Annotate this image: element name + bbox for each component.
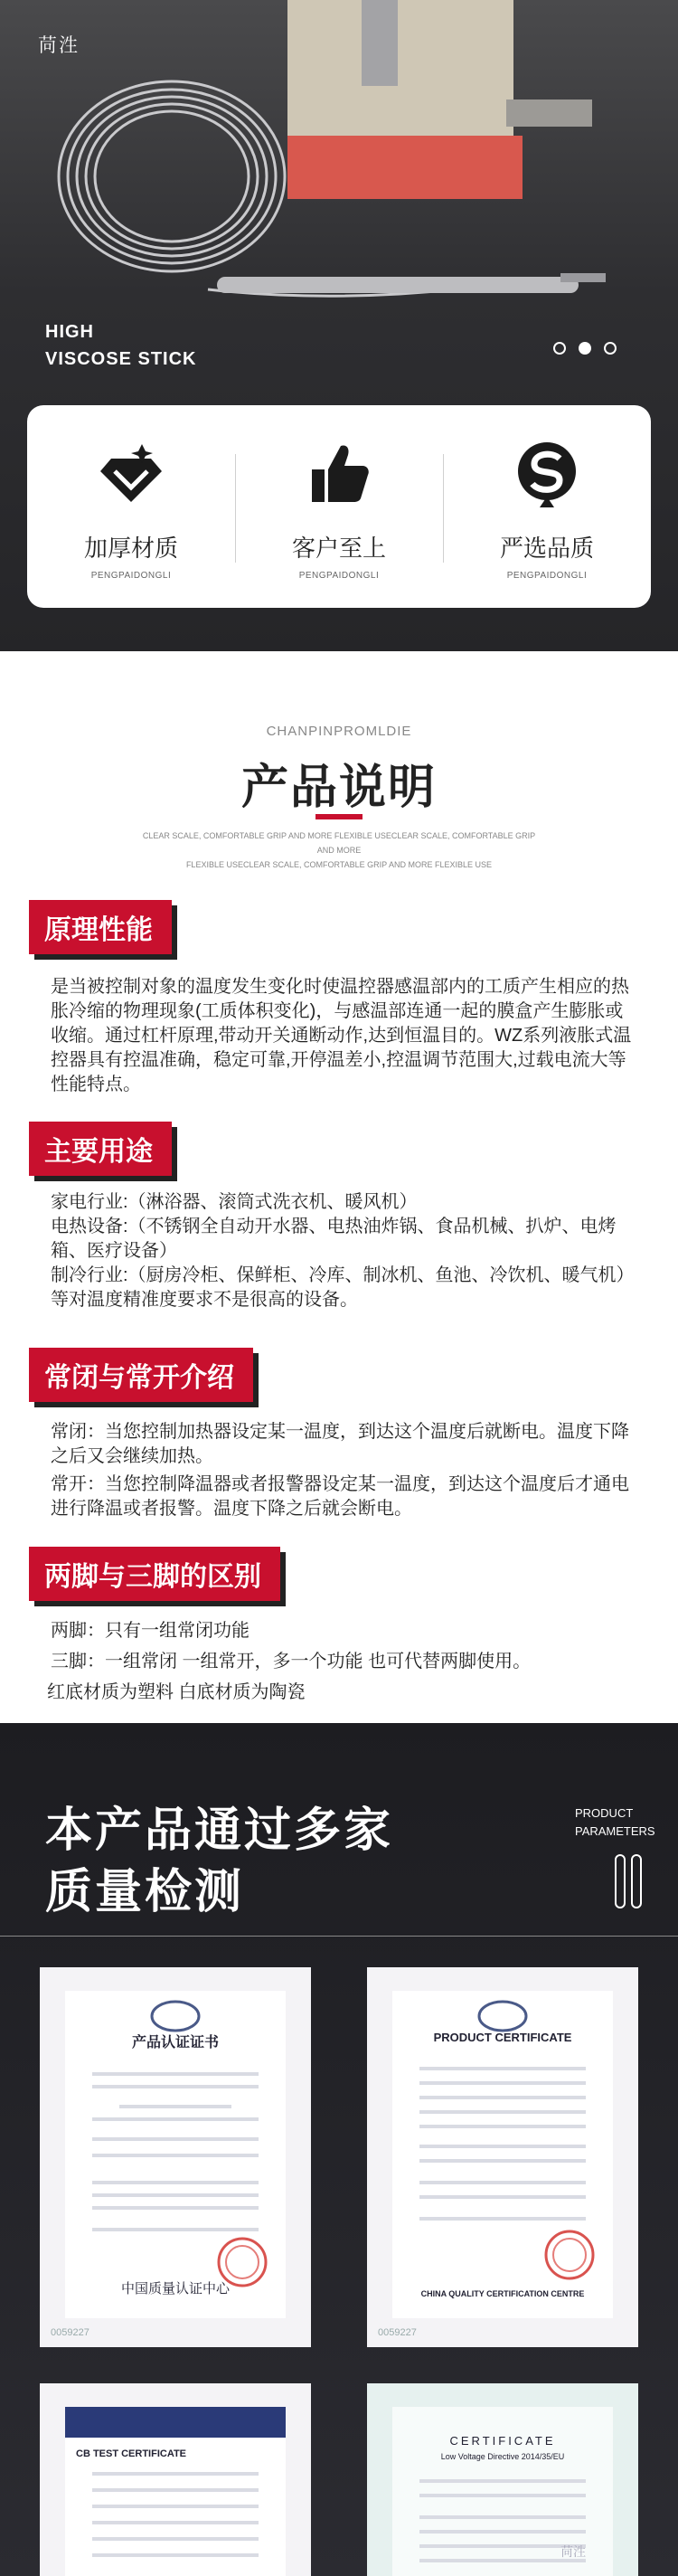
side-label: [575, 1804, 655, 1841]
red-seal-icon: [542, 2228, 597, 2282]
tagline-line-1: HIGH: [45, 322, 94, 342]
certificate-card-ccc-en[interactable]: [367, 1967, 638, 2347]
paragraph: 两脚：只有一组常闭功能: [51, 1621, 250, 1641]
certificate-title: CERTIFICATE: [449, 2434, 556, 2448]
certification-section: [0, 1723, 678, 2576]
subtitle-line-2: FLEXIBLE USECLEAR SCALE, COMFORTABLE GRIP AND MORE FLEXIBLE USE: [185, 860, 493, 869]
certificate-sheet: [65, 1991, 286, 2318]
paragraph: 家电行业:（淋浴器、滚筒式洗衣机、暖风机）: [51, 1192, 418, 1212]
divider: [0, 1936, 678, 1937]
certificate-card-cb[interactable]: [40, 2383, 311, 2576]
tagline-line-2: VISCOSE STICK: [45, 349, 197, 369]
subtitle-line-1: CLEAR SCALE, COMFORTABLE GRIP AND MORE FLEXIBLE USECLEAR SCALE, COMFORTABLE GRIP AND MORE: [142, 831, 536, 855]
feature-customer-first: [235, 432, 443, 581]
carousel-dot-2[interactable]: [579, 342, 591, 355]
thumbs-up-icon: [298, 432, 380, 514]
side-label-line-1: PRODUCT: [575, 1806, 634, 1820]
certificate-directive: Low Voltage Directive 2014/35/EU: [440, 2452, 565, 2461]
feature-title: 严选品质: [499, 535, 594, 562]
heading-pins: 两脚与三脚的区别: [29, 1547, 280, 1601]
feature-subtitle: PENGPAIDONGLI: [506, 571, 588, 581]
certification-heading: [45, 1800, 393, 1923]
section-title: 产品说明: [240, 762, 437, 814]
certificate-title: CB TEST CERTIFICATE: [76, 2448, 187, 2459]
certificate-number: 0059227: [378, 2327, 417, 2338]
hero-tagline: [45, 318, 196, 373]
paragraph: 电热设备:（不锈钢全自动开水器、电热油炸锅、食品机械、扒炉、电烤箱、医疗设备）: [51, 1217, 617, 1261]
pins-text: [47, 1615, 638, 1708]
usage-text: [51, 1190, 638, 1312]
title-underline: [315, 814, 363, 819]
iec-header: [65, 2407, 286, 2438]
watermark: 苘泩: [560, 2544, 586, 2559]
carousel-dot-3[interactable]: [604, 342, 617, 355]
paragraph: 是当被控制对象的温度发生变化时使温控器感温部内的工质产生相应的热胀冷缩的物理现象(工质体积变化)，与感温部连通一起的膜盒产生膨胀或收缩。通过杠杆原理,带动开关通断动作,达到恒温目的。WZ系列液胀式温控器具有控温准确，稳定可靠,开停温差小,控温调节范围大,过载电流大等性能特点。: [51, 977, 632, 1094]
heading-nc-no: 常闭与常开介绍: [29, 1348, 253, 1402]
certificate-issuer: 中国质量认证中心: [120, 2281, 230, 2297]
certificate-issuer: CHINA QUALITY CERTIFICATION CENTRE: [420, 2289, 585, 2298]
dollar-s-icon: [506, 432, 588, 514]
certificate-card-lvd[interactable]: [367, 2383, 638, 2576]
feature-strict-quality: [443, 432, 651, 581]
feature-thick-material: [27, 432, 235, 581]
side-label-line-2: PARAMETERS: [575, 1824, 655, 1838]
feature-subtitle: PENGPAIDONGLI: [90, 571, 172, 581]
heading-line-1: 本产品通过多家: [45, 1804, 394, 1857]
principle-text: [51, 975, 638, 1097]
carousel-dots: [553, 342, 617, 355]
heading-usage: 主要用途: [29, 1122, 172, 1176]
section-subtitle: [136, 829, 542, 872]
decor-bars: [615, 1854, 642, 1908]
paragraph: 常开：当您控制降温器或者报警器设定某一温度，到达这个温度后才通电进行降温或者报警。温度下降之后就会断电。: [51, 1474, 629, 1519]
certificate-sheet: [392, 1991, 613, 2318]
feature-title: 加厚材质: [83, 535, 178, 562]
certificate-number: 0059227: [51, 2327, 89, 2338]
paragraph: 制冷行业:（厨房冷柜、保鲜柜、冷库、制冰机、鱼池、冷饮机、暖气机）等对温度精准度要求不是很高的设备。: [51, 1265, 635, 1310]
paragraph: 红底材质为塑料 白底材质为陶瓷: [47, 1682, 306, 1702]
certificate-title: 产品认证证书: [131, 2035, 219, 2050]
hero-banner: [0, 0, 678, 651]
paragraph: 三脚：一组常闭 一组常开，多一个功能 也可代替两脚使用。: [51, 1652, 532, 1672]
brand-logo: 苘泩: [38, 35, 80, 56]
certificate-title: PRODUCT CERTIFICATE: [433, 2031, 572, 2044]
heading-line-2: 质量检测: [45, 1866, 245, 1918]
carousel-dot-1[interactable]: [553, 342, 566, 355]
product-description: [0, 651, 678, 1723]
feature-title: 客户至上: [291, 535, 386, 562]
nc-no-text: [51, 1420, 638, 1521]
feature-subtitle: PENGPAIDONGLI: [298, 571, 380, 581]
certificate-card-ccc-cn[interactable]: [40, 1967, 311, 2347]
paragraph: 常闭：当您控制加热器设定某一温度，到达这个温度后就断电。温度下降之后又会继续加热。: [51, 1422, 629, 1466]
section-kicker: CHANPINPROMLDIE: [266, 724, 412, 739]
certificate-sheet: [65, 2407, 286, 2576]
heading-principle: 原理性能: [29, 900, 172, 954]
diamond-icon: [90, 432, 172, 514]
feature-card: [27, 405, 651, 608]
certificate-sheet: [392, 2407, 613, 2576]
